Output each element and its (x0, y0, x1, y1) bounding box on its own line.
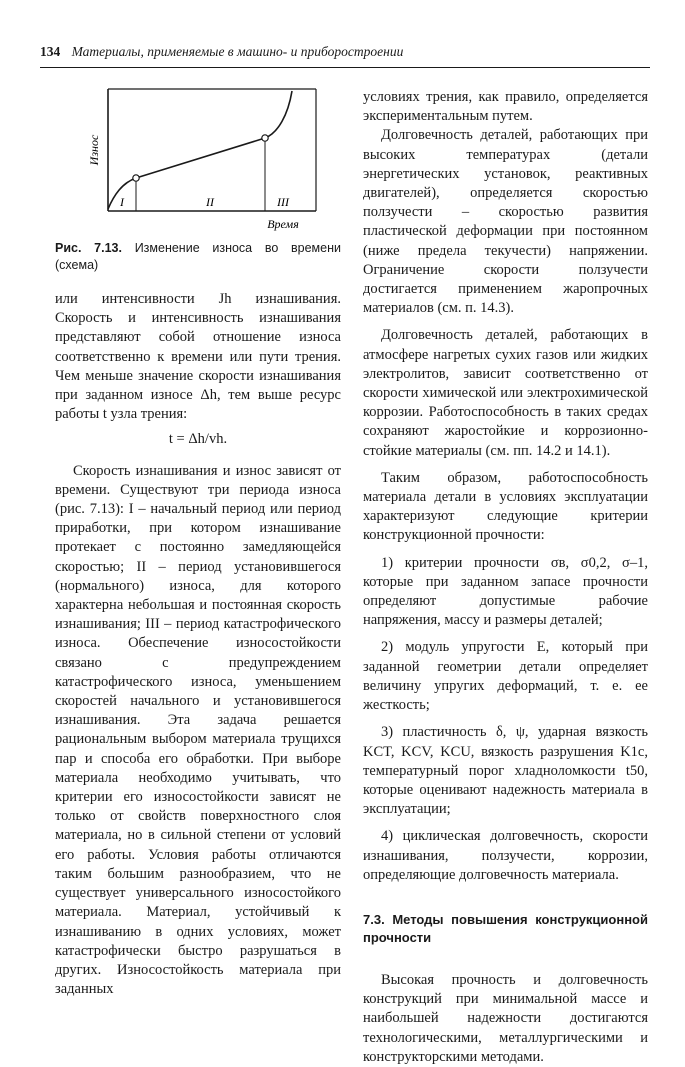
figure-caption (55, 240, 341, 274)
running-title: Материалы, применяемые в машино- и приборостроении (71, 44, 404, 59)
header-rule (40, 67, 650, 68)
criteria-item: 1) критерии прочности σв, σ0,2, σ–1, которые при заданном запасе прочности определяют допустимые рабочие напряжения, массу и размеры деталей; (363, 554, 648, 629)
criteria-item: 3) пластичность δ, ψ, ударная вязкость KCT, KCV, KCU, вязкость разрушения K1c, температурный порог хладноломкости t50, которые оценивают надежность материала в эксплуатации; (363, 724, 648, 818)
transition-point-1 (133, 175, 139, 181)
y-axis-label: Износ (87, 134, 101, 166)
paragraph: Скорость изнашивания и износ зависят от времени. Существуют три периода износа (рис. 7.13): I – начальный период или период приработки, при котором изнашивание протекает с постоянно замедляющейся скоростью; II – период установившегося (нормального) износа, для которого характерна небольшая и постоянная скорость изнашивания; III – период катастрофического износа. Обеспечение износостойкости связано с предупреждением катастрофического износа, уменьшением скоростей начального и установившегося изнашивания. Эта задача решается рациональным выбором материала трущихся пар и способа его обработки. При выборе материала необходимо учитывать, что критерии его износостойкости зависят не только от свойств поверхностного слоя материала, но в сильной степени от условий его работы. Условия работы отличаются таким большим разнообразием, что не существует универсального износостойкого материала. Материал, устойчивый к изнашиванию в одних условиях, может катастрофически быстро разрушаться в других. Износостойкость материала при заданных (55, 462, 341, 998)
region-label-iii: III (277, 195, 289, 209)
paragraph: Долговечность деталей, работающих при высоких температурах (детали энергетических установок, реактивных двигателей), определяется скоростью ползучести – скоростью развития пластической деформации при постоянном (ниже предела текучести) напряжении. Ограничение скорости ползучести достигается применением жаропрочных материалов (см. п. 14.3). (363, 127, 648, 317)
section-heading: 7.3. Методы повышения конструкционной прочности (363, 911, 648, 945)
formula: t = Δh/vh. (168, 431, 228, 448)
page-header (40, 44, 647, 60)
paragraph: условиях трения, как правило, определяется экспериментальным путем. (363, 89, 648, 125)
wear-curve-diagram (78, 85, 323, 233)
left-column (55, 290, 341, 999)
paragraph: Высокая прочность и долговечность конструкций при минимальной массе и наибольшей надежности достигаются технологическими, металлургическими и конструкторскими методами. (363, 971, 648, 1065)
criteria-item: 2) модуль упругости E, который при заданной геометрии детали определяет величину упругих деформаций, т. е. ее жесткость; (363, 639, 648, 714)
transition-point-2 (262, 135, 268, 141)
caption-number: Рис. 7.13. (55, 241, 122, 255)
paragraph: Таким образом, работоспособность материала детали в условиях эксплуатации характеризуют следующие критерии конструкционной прочности: (363, 469, 648, 544)
region-label-ii: II (206, 195, 214, 209)
paragraph: или интенсивности Jh изнашивания. Скорость и интенсивность изнашивания представляют собой отношение износа соответственно к времени или пути трения. Чем меньше значение скорости изнашивания при заданном износе Δh, тем выше ресурс работы t узла трения: (55, 291, 341, 423)
x-axis-label: Время (267, 217, 299, 231)
right-column (363, 88, 648, 1067)
caption-text: Изменение износа во времени (схема) (55, 241, 341, 272)
page-number: 134 (40, 44, 61, 59)
wear-time-figure (78, 85, 323, 233)
criteria-item: 4) циклическая долговечность, скорости изнашивания, ползучести, коррозии, определяющие долговечность материала. (363, 828, 648, 883)
paragraph: Долговечность деталей, работающих в атмосфере нагретых сухих газов или жидких электролитов, зависит соответственно от скорости химической или электрохимической коррозии. Работоспособность в таких средах сохраняют жаростойкие и коррозионно-стойкие материалы (см. пп. 14.2 и 14.1). (363, 327, 648, 459)
region-label-i: I (120, 195, 124, 209)
